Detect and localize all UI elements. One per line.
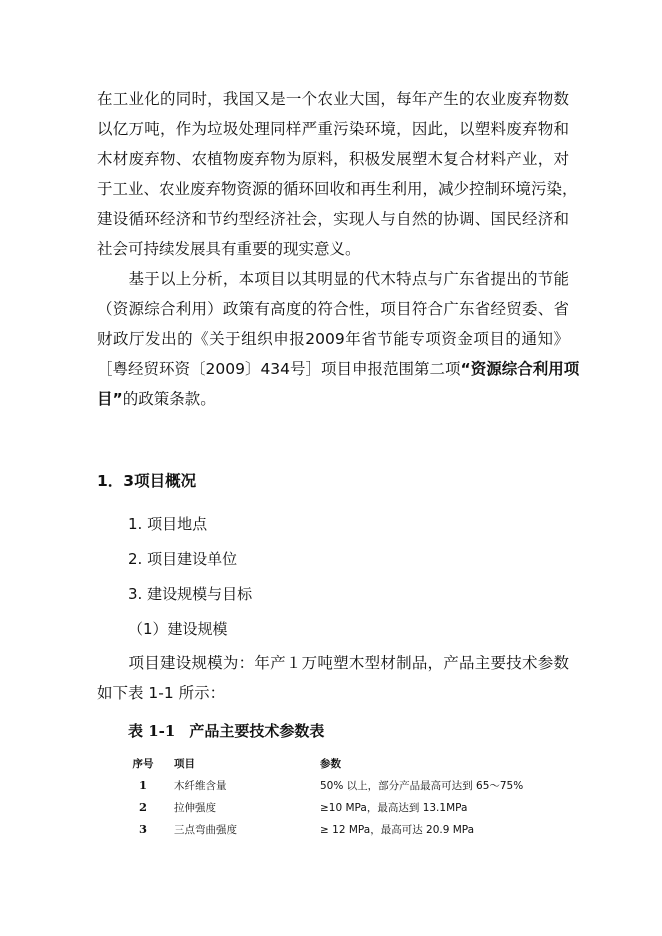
row-index: 2 [138,800,147,814]
paragraph-intro [97,84,578,264]
row-item: 三点弯曲强度 [174,823,237,836]
paragraph-line: 项目建设规模为：年产１万吨塑木型材制品，产品主要技术参数 [97,654,569,672]
sub-item-scale: （1）建设规模 [128,620,228,638]
row-item: 拉伸强度 [174,801,216,814]
spec-table [112,752,580,840]
paragraph-line: 于工业、农业废弃物资源的循环回收和再生利用，减少控制环境污染， [97,180,578,198]
row-parameter: ≥10 MPa，最高达到 13.1MPa [320,801,468,814]
policy-clause-text: 的政策条款。 [122,390,216,408]
header-index: 序号 [132,757,154,770]
row-parameter: 50% 以上，部分产品最高可达到 65～75% [320,779,524,792]
paragraph-line [97,354,580,384]
paragraph-line: 建设循环经济和节约型经济社会，实现人与自然的协调、国民经济和 [97,210,569,228]
table-row [112,796,580,818]
table-caption [128,718,324,744]
table-caption-number: 表 1-1 [128,722,176,740]
paragraph-line: 在工业化的同时，我国又是一个农业大国，每年产生的农业废弃物数 [97,90,569,108]
paragraph-line: （资源综合利用）政策有高度的符合性，项目符合广东省经贸委、省 [97,300,569,318]
table-header-row [112,752,580,774]
paragraph-line: 财政厅发出的《关于组织申报2009年省节能专项资金项目的通知》 [97,330,569,348]
section-heading: 1．3项目概况 [97,472,197,490]
header-item: 项目 [174,757,195,770]
row-index: 1 [138,778,147,792]
paragraph-scale [97,648,569,708]
paragraph-line: 如下表 1-1 所示： [97,684,226,702]
list-item-location: 1. 项目地点 [128,515,208,533]
list-item-construction-unit: 2. 项目建设单位 [128,550,238,568]
table-caption-title: 产品主要技术参数表 [189,722,325,740]
policy-item-bold: “资源综合利用项 [460,360,580,378]
header-parameter: 参数 [320,757,341,770]
table-row [112,818,580,840]
list-item-scale-goal: 3. 建设规模与目标 [128,585,253,603]
row-item: 木纤维含量 [174,779,227,792]
table-row [112,774,580,796]
paragraph-line: 社会可持续发展具有重要的现实意义。 [97,240,361,258]
paragraph-line [97,384,569,414]
policy-item-bold-end: 目” [97,390,123,408]
paragraph-line: 基于以上分析，本项目以其明显的代木特点与广东省提出的节能 [97,270,569,288]
paragraph-line: 以亿万吨，作为垃圾处理同样严重污染环境，因此，以塑料废弃物和 [97,120,569,138]
paragraph-line: 木材废弃物、农植物废弃物为原料，积极发展塑木复合材料产业，对 [97,150,569,168]
row-index: 3 [138,822,147,836]
paragraph-analysis [97,264,580,414]
policy-reference: ［粤经贸环资〔2009〕434号］项目申报范围第二项 [97,360,461,378]
row-parameter: ≥ 12 MPa，最高可达 20.9 MPa [320,823,475,836]
